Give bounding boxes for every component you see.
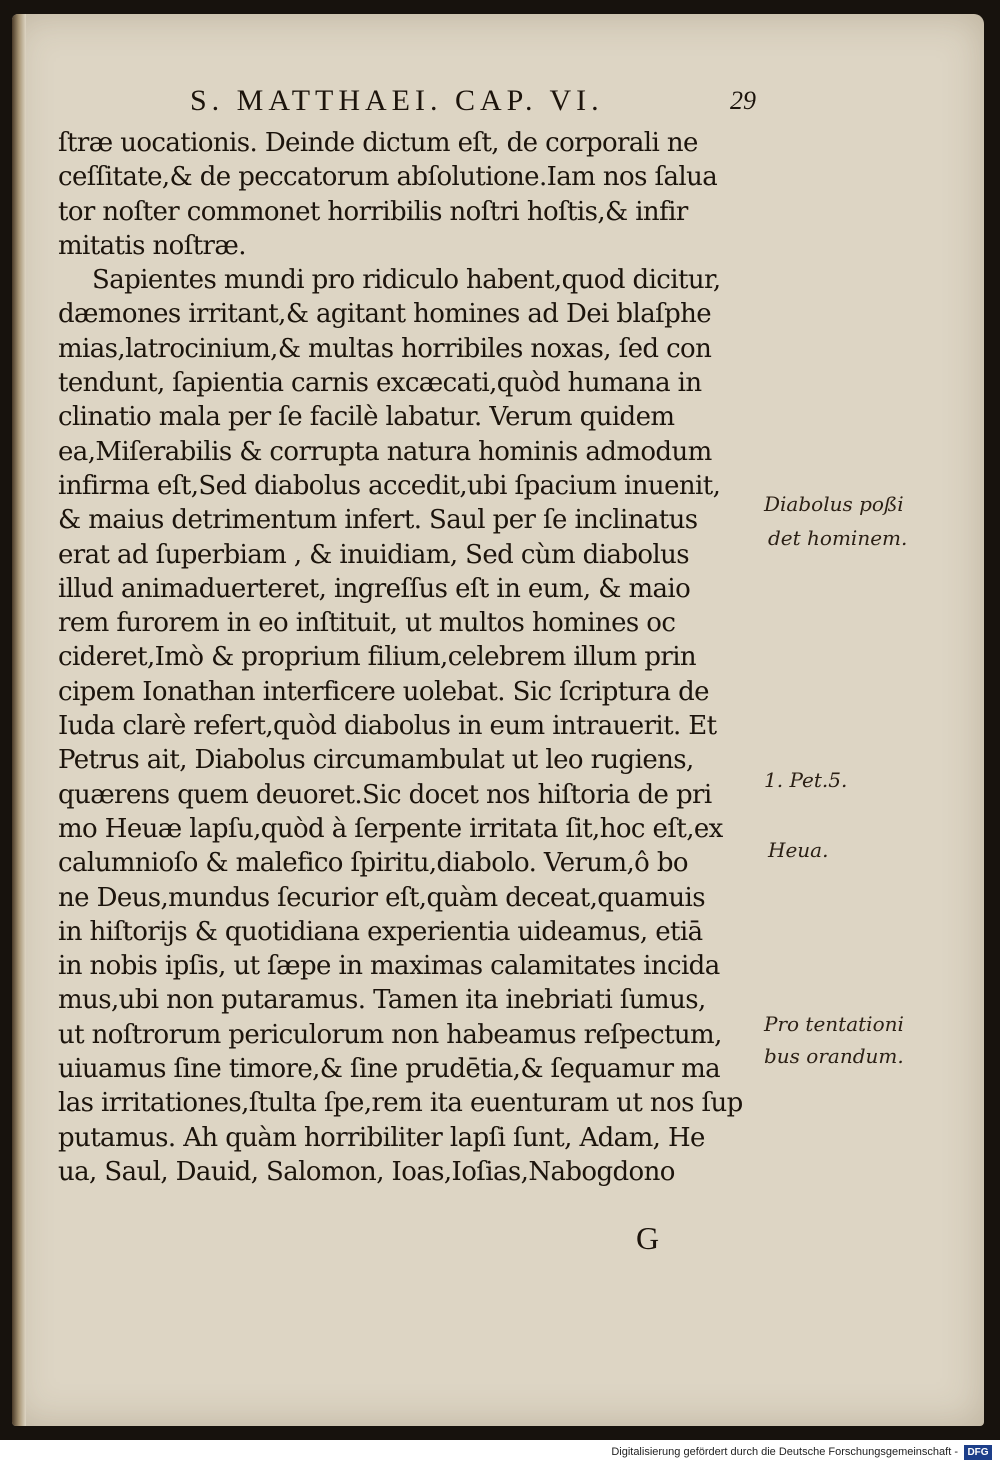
text-line: cideret,Imò & proprium filium,celebrem illum prin <box>58 642 697 673</box>
text-line: mias,latrocinium,& multas horribiles noxas, ſed con <box>58 333 712 364</box>
text-line: ut noſtrorum periculorum non habeamus reſpectum, <box>58 1019 722 1050</box>
text-line: in hiſtorijs & quotidiana experientia uideamus, etiā <box>58 916 703 947</box>
text-line: dæmones irritant,& agitant homines ad Dei blaſphe <box>58 299 712 330</box>
text-line: ceſſitate,& de peccatorum abſolutione.Iam nos ſalua <box>58 162 718 193</box>
book-page <box>12 14 984 1426</box>
text-line: infirma eſt,Sed diabolus accedit,ubi ſpacium inuenit, <box>58 470 721 501</box>
text-line: calumnioſo & malefico ſpiritu,diabolo. Verum,ô bo <box>58 848 688 879</box>
text-line: rem furorem in eo inſtituit, ut multos homines oc <box>58 608 676 639</box>
margin-note: Diabolus poßi <box>764 492 904 516</box>
text-line: in nobis ipſis, ut ſæpe in maximas calamitates incida <box>58 951 720 982</box>
page-spine-shadow <box>12 14 26 1426</box>
text-line: mus,ubi non putaramus. Tamen ita inebriati ſumus, <box>58 985 706 1016</box>
margin-note: 1. Pet.5. <box>764 768 848 792</box>
text-line: ua, Saul, Dauid, Salomon, Ioas,Ioſias,Nabogdono <box>58 1156 675 1187</box>
text-line: cipem Ionathan interficere uolebat. Sic ſcriptura de <box>58 676 709 707</box>
text-line: putamus. Ah quàm horribiliter lapſi ſunt, Adam, He <box>58 1122 705 1153</box>
text-line: ea,Miſerabilis & corrupta natura hominis admodum <box>58 436 712 467</box>
body-text <box>58 126 778 1189</box>
margin-note: det hominem. <box>768 526 908 550</box>
margin-note: bus orandum. <box>764 1044 904 1068</box>
running-title: S. MATTHAEI. CAP. VI. <box>190 84 604 117</box>
margin-note: Heua. <box>768 838 829 862</box>
text-line: tendunt, ſapientia carnis excæcati,quòd humana in <box>58 368 702 399</box>
text-line: uiuamus ſine timore,& ſine prudētia,& ſequamur ma <box>58 1054 721 1085</box>
funding-credit: Digitalisierung gefördert durch die Deutsche Forschungsgemeinschaft - <box>611 1446 958 1458</box>
text-line: las irritationes,ſtulta ſpe,rem ita euenturam ut nos ſup <box>58 1088 743 1119</box>
footer-bar <box>0 1442 1000 1465</box>
text-line: tor noſter commonet horribilis noſtri hoſtis,& infir <box>58 196 688 227</box>
folio-number: 29 <box>730 86 756 115</box>
margin-note: Pro tentationi <box>764 1012 904 1036</box>
text-line: clinatio mala per ſe facilè labatur. Verum quidem <box>58 402 675 433</box>
text-line: Sapientes mundi pro ridiculo habent,quod dicitur, <box>92 265 721 296</box>
text-line: ne Deus,mundus ſecurior eſt,quàm deceat,quamuis <box>58 882 706 913</box>
text-line: ſtræ uocationis. Deinde dictum eſt, de corporali ne <box>58 128 698 158</box>
text-line: mitatis noſtræ. <box>58 230 246 261</box>
text-line: Iuda clarè refert,quòd diabolus in eum intrauerit. Et <box>58 711 717 742</box>
text-line: quærens quem deuoret.Sic docet nos hiſtoria de pri <box>58 779 712 810</box>
text-line: & maius detrimentum infert. Saul per ſe inclinatus <box>58 505 698 536</box>
text-line: illud animaduerteret, ingreſſus eſt in eum, & maio <box>58 573 691 604</box>
text-line: erat ad ſuperbiam , & inuidiam, Sed cùm diabolus <box>58 539 690 570</box>
text-line: mo Heuæ lapſu,quòd à ſerpente irritata ſit,hoc eſt,ex <box>58 813 723 844</box>
dfg-logo-icon: DFG <box>964 1445 992 1460</box>
text-line: Petrus ait, Diabolus circumambulat ut leo rugiens, <box>58 745 694 776</box>
signature-mark: G <box>636 1220 660 1256</box>
